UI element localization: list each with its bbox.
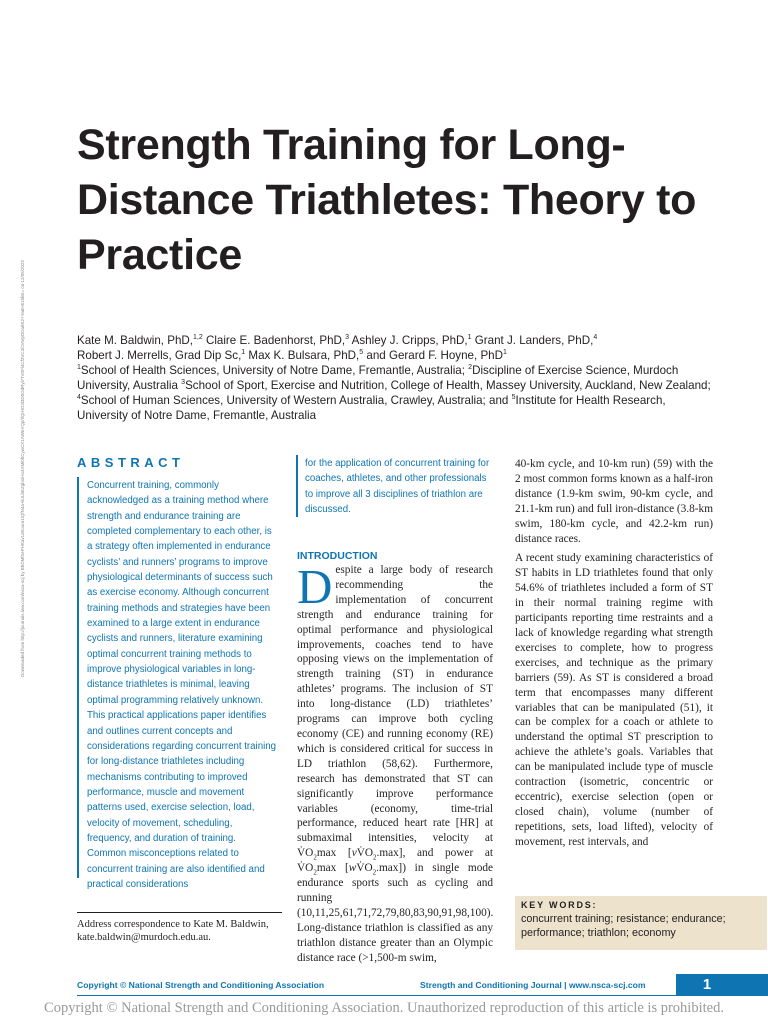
drop-cap: D <box>297 559 333 614</box>
abstract-text: Concurrent training, commonly acknowledged as a training method where strength and endurance training are completed complementary to each other, is a strategy often implemented in endurance cyclists’ and runners’ programs to improve physiological determinants of success such as exercise economy. Although concurrent training methods and strategies have been examined to a large extent in endurance cyclists and runners, literature examining optimal concurrent training methods to improve physiological variables in long-distance triathletes is minimal, leaving optimal programming relatively unknown. This practical applications paper identifies and outlines current concepts and considerations regarding concurrent training for long-distance triathletes including mechanisms contributing to improved performance, muscle and movement patterns used, exercise selection, load, velocity of movement, scheduling, frequency, and duration of training. Common misconceptions related to concurrent training are also identified and practical considerations <box>87 480 277 890</box>
correspondence-note: Address correspondence to Kate M. Baldwin, kate.baldwin@murdoch.edu.au. <box>77 912 282 944</box>
abstract-heading: ABSTRACT <box>77 455 185 470</box>
introduction-body <box>297 559 494 965</box>
keywords-heading: KEY WORDS: <box>521 900 598 910</box>
authors-line-2: Robert J. Merrells, Grad Dip Sc,$^1$ Max K. Bulsara, PhD,$^5$ and Gerard F. Hoyne, PhD$^1$ <box>77 349 507 362</box>
introduction-text: espite a large body of research recommending the implementation of concurrent strength and endurance training for optimal performance and physiological improvements, coaches tend to have opposing views on the implementation of strength training (ST) in endurance athletes’ programs. The inclusion of ST into long-distance (LD) triathletes’ programs can improve both cycling economy (CE) and running economy (RE) which is considered critical for success in LD triathlon (58,62). Furthermore, research has demonstrated that ST can significantly improve performance variables (economy, time-trial performance, reduced heart rate [HR] at submaximal intensities, velocity at $V̇O_2\max$ $[vV̇O_2.\max]$, and power at $V̇O_2\max$ $[wV̇O_2.\max]$) in single mode endurance sports such as cycling and running (10,11,25,61,71,72,79,80,83,90,91,98,100). Long-distance triathlon is classified as any triathlon distance greater than an Olympic distance race (>1,500-m swim, <box>297 564 494 964</box>
column3-paragraph-2: A recent study examining characteristics of ST habits in LD triathletes found that only 54.6% of triathletes included a form of ST in their normal training regime with participants reporting time restraints and a lack of knowledge regarding what strength exercises to complete, how to progress exercises, and technique as the primary barriers (59). As ST is considered a broad term that encompasses many different variables that can be manipulated (51), it can be complex for a coach or athlete to understand the optimal ST prescription to achieve the athlete’s goals. Variables that can be manipulated include type of muscle contraction (isometric, concentric or eccentric), exercise selection (open or closed chain), volume (number of repetitions, sets, load lifted), velocity of movement, rest intervals, and <box>515 552 713 848</box>
download-side-note <box>20 260 28 860</box>
abstract-continuation-rule <box>296 455 298 517</box>
introduction-heading: INTRODUCTION <box>297 550 378 562</box>
abstract-continuation: for the application of concurrent training for coaches, athletes, and other professionals to improve all 3 disciplines of triathlon are discussed. <box>305 458 490 516</box>
column-three <box>515 457 713 850</box>
footer-rule <box>77 995 768 996</box>
author-block <box>77 333 717 423</box>
footer-journal: Strength and Conditioning Journal | www.nsca-scj.com <box>420 980 646 990</box>
keywords-box <box>515 896 767 950</box>
footer-copyright: Copyright © National Strength and Conditioning Association <box>77 980 325 990</box>
article-title: Strength Training for Long-Distance Triathletes: Theory to Practice <box>77 121 697 279</box>
keywords-text: concurrent training; resistance; endurance; performance; triathlon; economy <box>521 913 726 939</box>
download-side-note-text: Downloaded from http://journals.lww.com/nsca-scj by BhDMf5ePHKav1zEoum1tQfN4a+kJLhEZgbsIHo4XMi0hCywCX1AWnYQp/IlQrHD3i3D0OdRyi7TvSFl4Cf3VC4/OAVpDDa8K2+Ya6H515kE= on 12/05/2022 <box>20 260 25 677</box>
copyright-watermark: Copyright © National Strength and Conditioning Association. Unauthorized reproduction of this article is prohibited. <box>44 1000 724 1016</box>
column3-paragraph-1: 40-km cycle, and 10-km run) (59) with the 2 most common forms known as a half-iron distance (1.9-km swim, 90-km cycle, and 21.1-km run) and full iron-distance (3.8-km swim, 180-km cycle, and 42.2-km run) distance races. <box>515 458 713 545</box>
affiliations: $^1$School of Health Sciences, University of Notre Dame, Fremantle, Australia; $^2$Discipline of Exercise Science, Murdoch University, Australia $^3$School of Sport, Exercise and Nutrition, College of Health, Massey University, Auckland, New Zealand; $^4$School of Human Sciences, University of Western Australia, Crawley, Australia; and $^5$Institute for Health Research, University of Notre Dame, Fremantle, Australia <box>77 364 711 422</box>
abstract-rule <box>77 477 79 878</box>
authors-line-1: Kate M. Baldwin, PhD,$^{1,2}$ Claire E. Badenhorst, PhD,$^3$ Ashley J. Cripps, PhD,$^1$ Grant J. Landers, PhD,$^4$ <box>77 334 598 347</box>
page-number: 1 <box>702 976 712 993</box>
